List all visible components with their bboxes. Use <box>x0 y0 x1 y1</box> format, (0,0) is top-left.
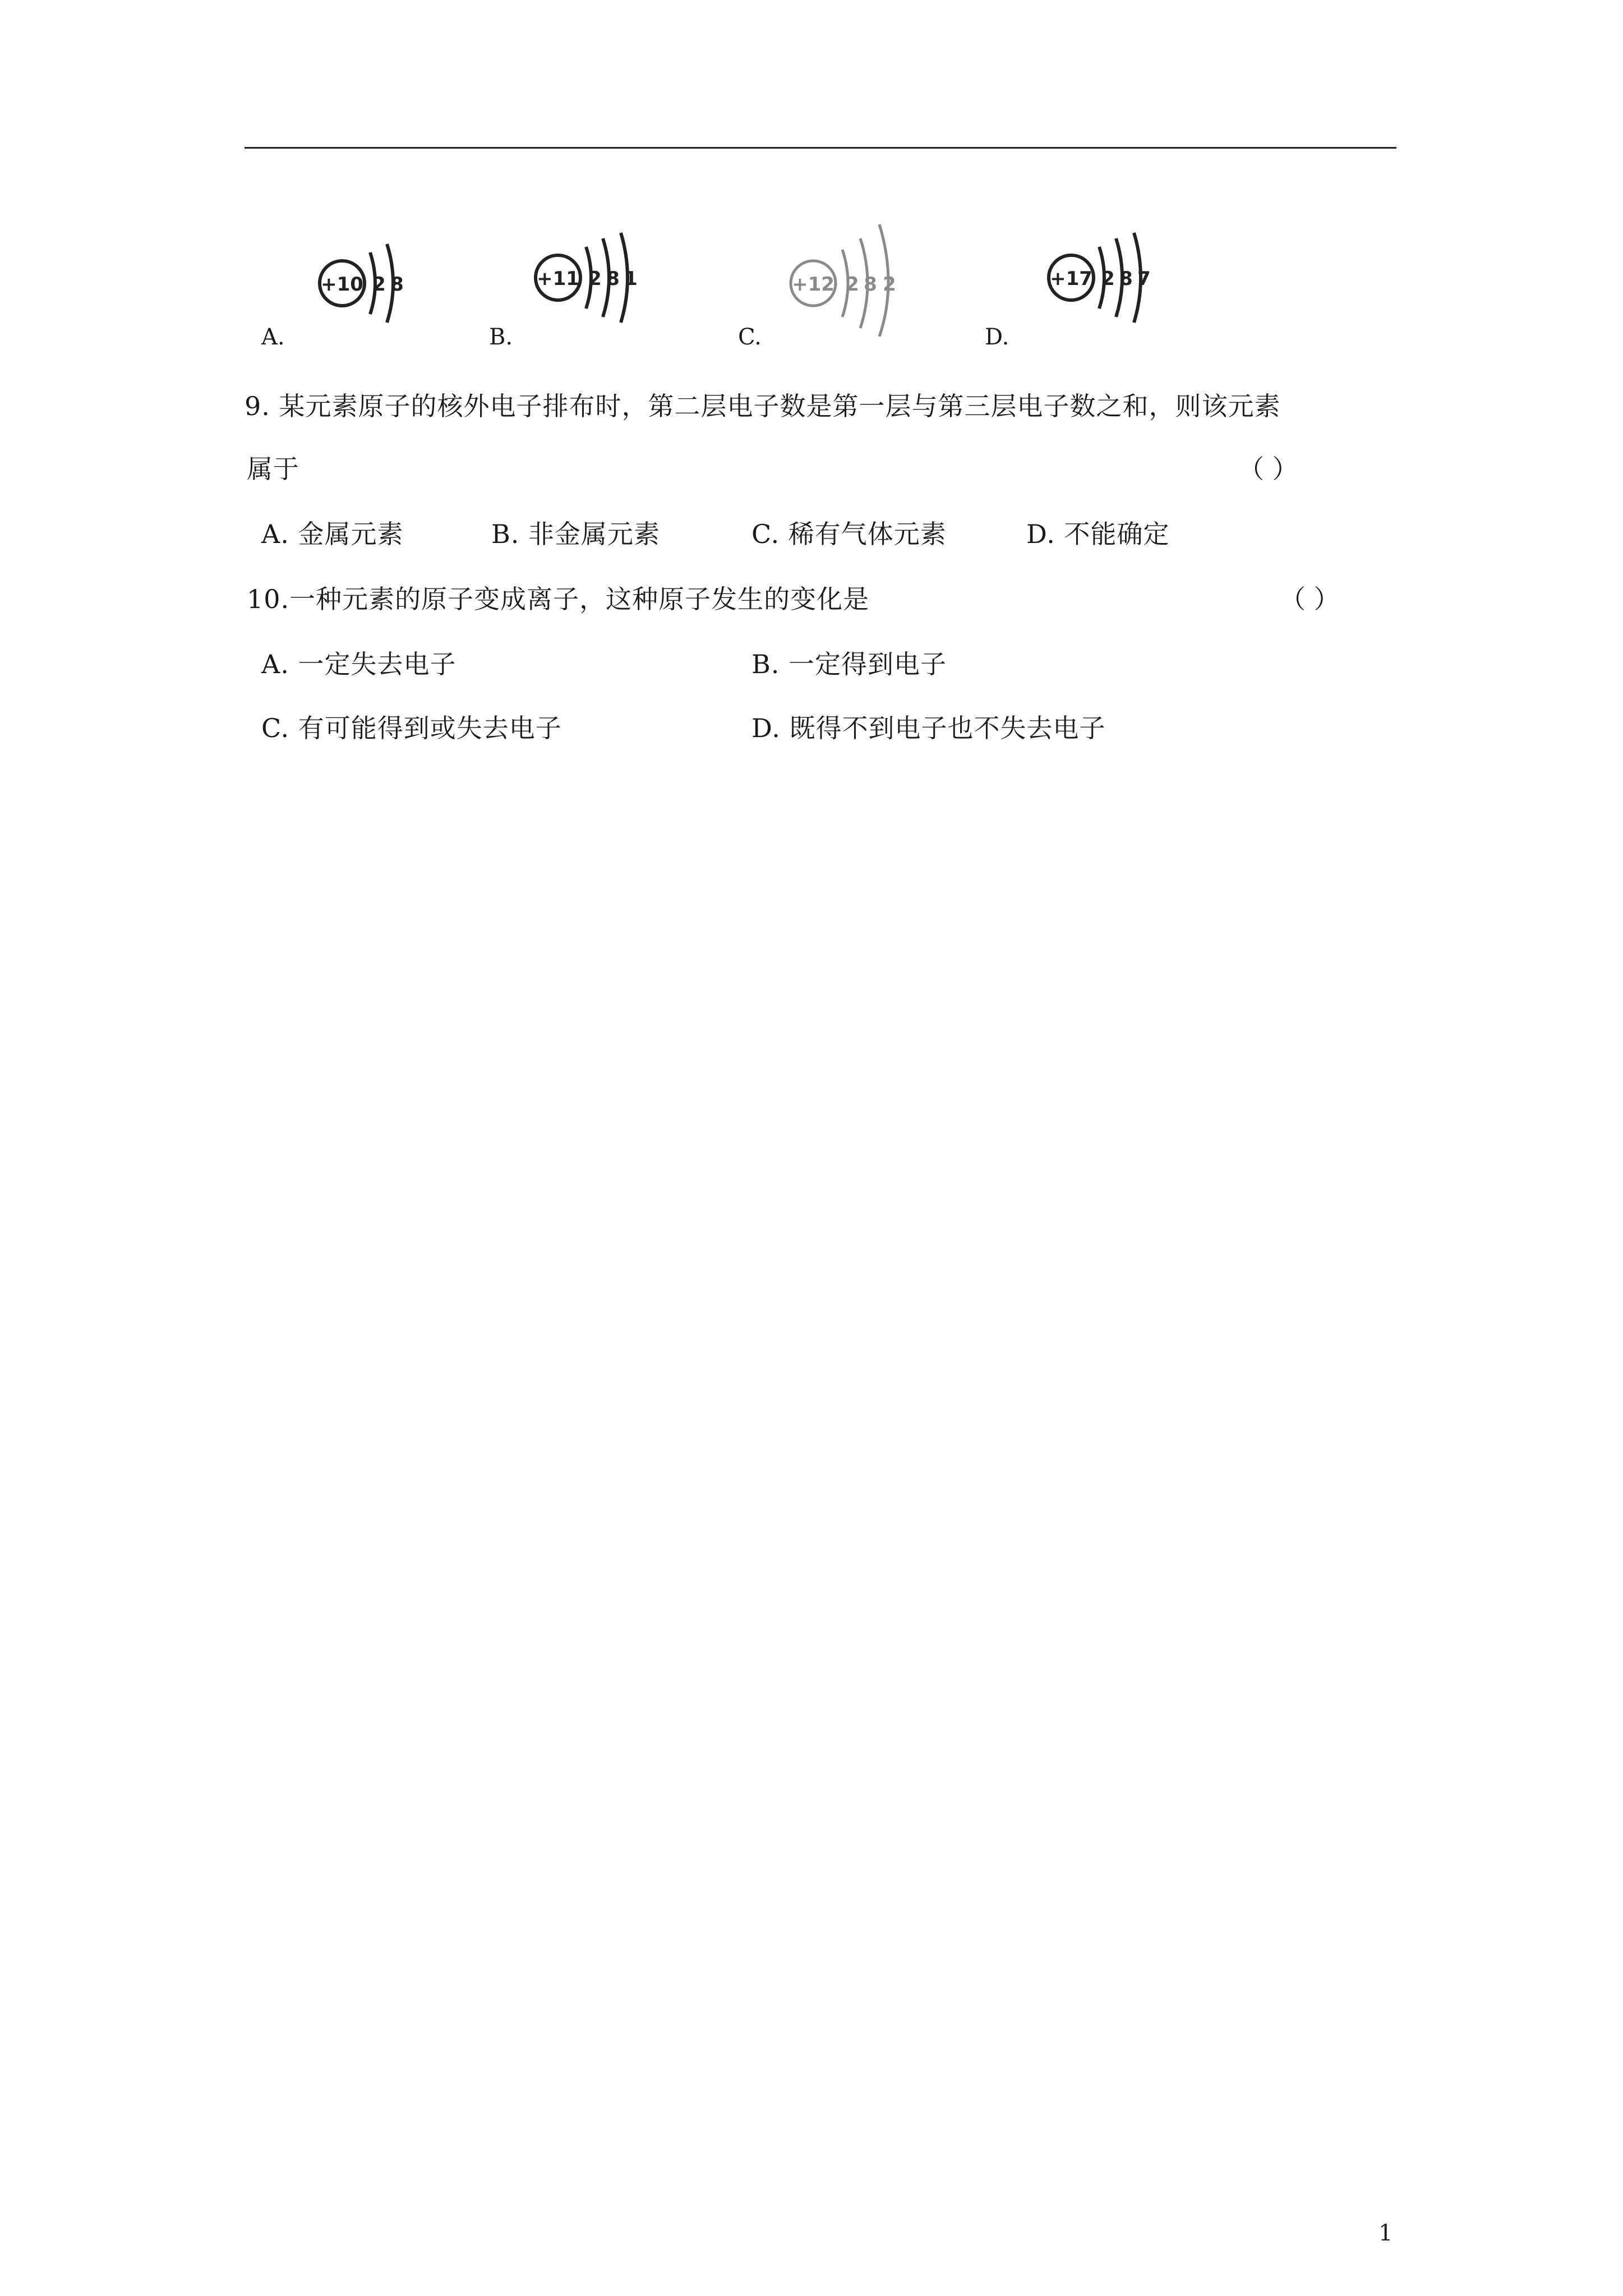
shell-count: 8 <box>864 273 877 296</box>
shell-count: 8 <box>390 273 404 296</box>
option-d-label: D. <box>985 324 1009 350</box>
question-10-text: 10.一种元素的原子变成离子，这种原子发生的变化是 <box>247 584 870 614</box>
q9-option-d: D. 不能确定 <box>1026 519 1170 549</box>
q9-option-a: A. 金属元素 <box>261 519 404 549</box>
page-number: 1 <box>1378 2220 1393 2246</box>
atom-diagram-a <box>314 213 426 325</box>
option-c-label: C. <box>738 324 762 350</box>
q10-option-b: B. 一定得到电子 <box>751 649 947 679</box>
shell-count: 2 <box>846 273 859 296</box>
shell-count: 8 <box>606 268 620 290</box>
atom-diagram-d <box>1043 213 1172 325</box>
option-a-label: A. <box>261 324 285 350</box>
answer-blank-9: （ ） <box>1238 454 1298 484</box>
shell-count: 2 <box>883 273 896 296</box>
shell-count: 7 <box>1137 268 1151 290</box>
nucleus-label: +12 <box>792 273 834 296</box>
atom-diagram-b <box>530 213 659 325</box>
nucleus-label: +10 <box>321 273 363 296</box>
shell-count: 2 <box>372 273 386 296</box>
q10-option-c: C. 有可能得到或失去电子 <box>261 713 562 743</box>
q9-option-b: B. 非金属元素 <box>491 519 661 549</box>
q9-option-c: C. 稀有气体元素 <box>751 519 947 549</box>
nucleus-label: +17 <box>1050 268 1092 290</box>
shell-count: 1 <box>624 268 638 290</box>
q10-option-d: D. 既得不到电子也不失去电子 <box>751 713 1106 743</box>
nucleus-label: +11 <box>537 268 579 290</box>
shell-count: 2 <box>588 268 602 290</box>
q10-option-a: A. 一定失去电子 <box>261 649 457 679</box>
atom-diagram-c <box>785 213 920 325</box>
question-9-text-cont: 属于 <box>247 454 299 484</box>
shell-count: 8 <box>1119 268 1133 290</box>
option-b-label: B. <box>489 324 513 350</box>
shell-count: 2 <box>1101 268 1115 290</box>
question-9-text: 9. 某元素原子的核外电子排布时，第二层电子数是第一层与第三层电子数之和，则该元素 <box>245 391 1281 421</box>
answer-blank-10: （ ） <box>1280 584 1340 614</box>
header-rule <box>245 147 1396 149</box>
